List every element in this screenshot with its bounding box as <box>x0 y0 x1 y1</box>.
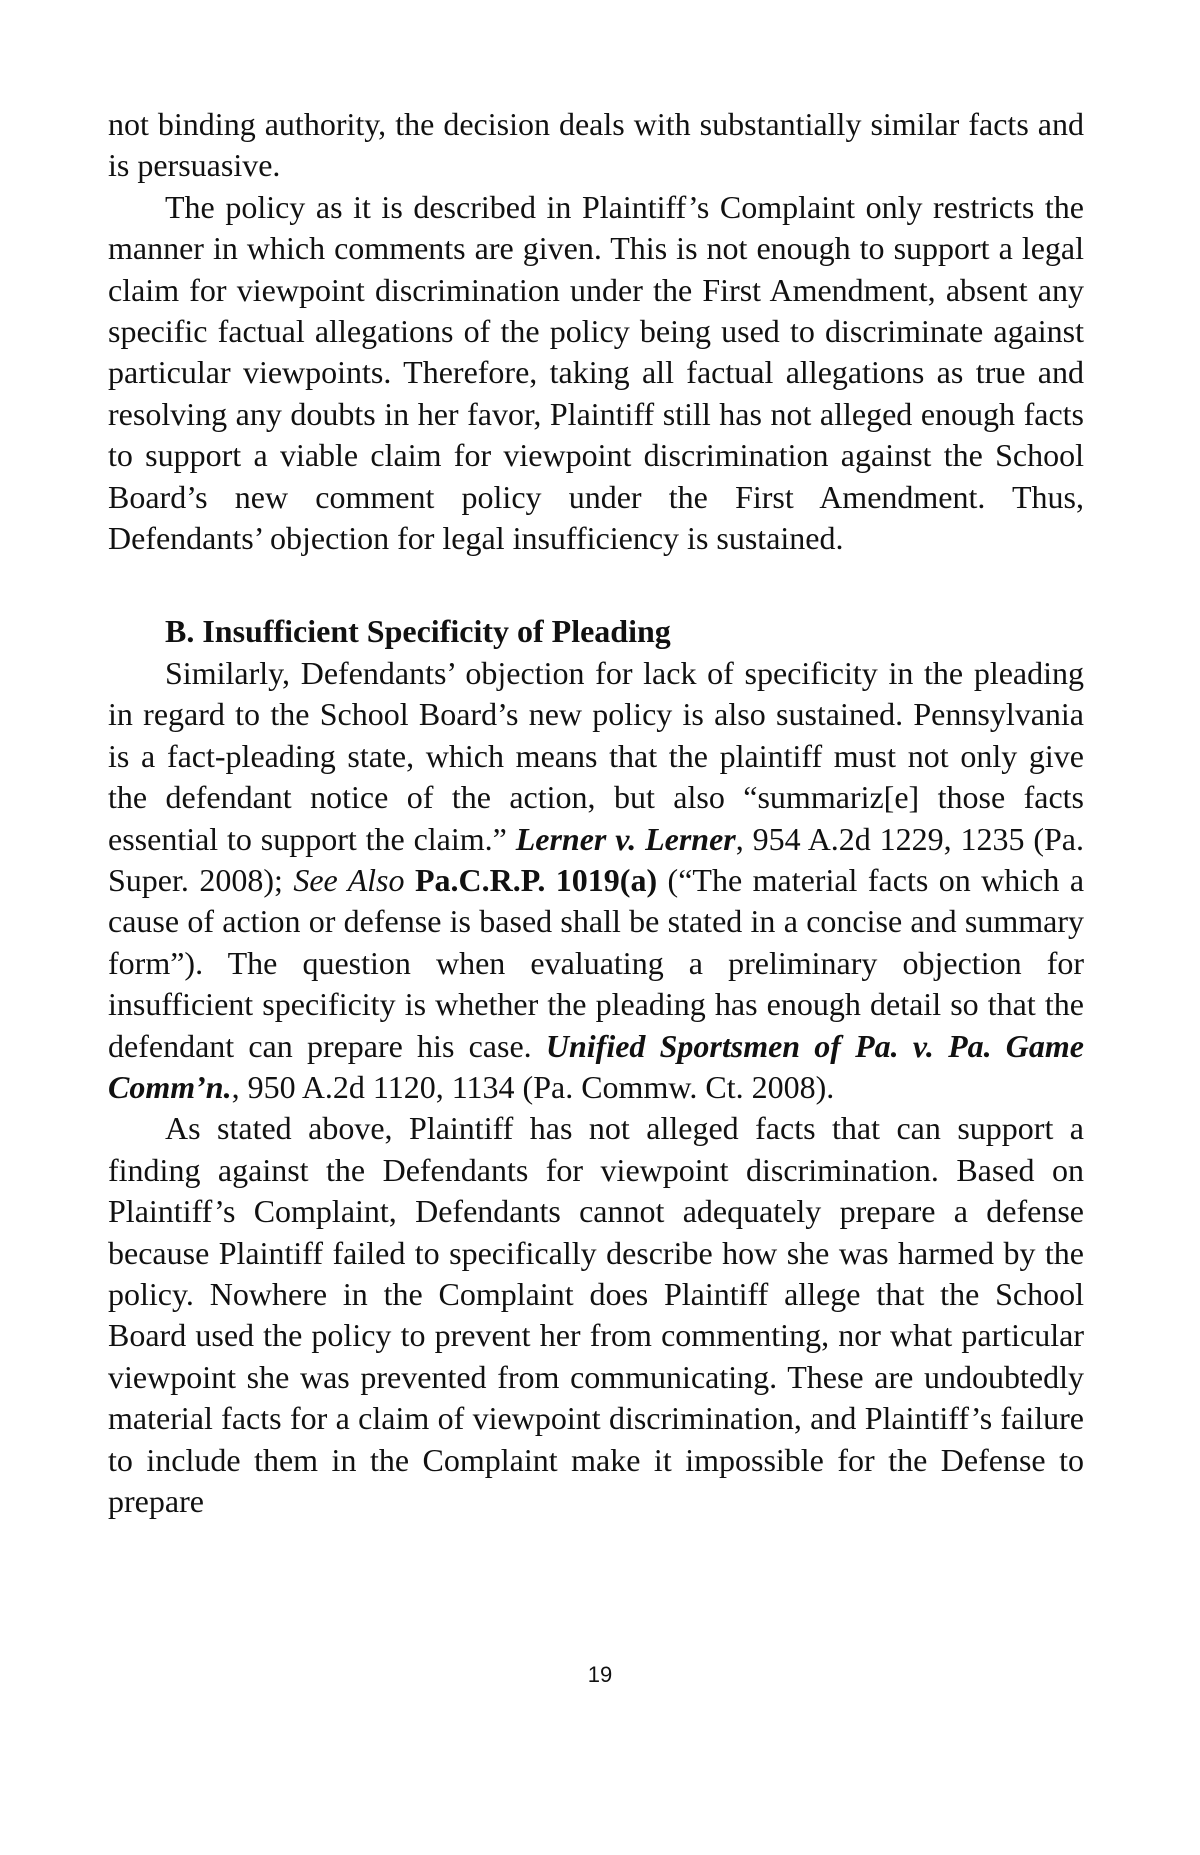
section-heading: B. Insufficient Specificity of Pleading <box>165 613 671 650</box>
section-gap <box>108 559 1084 611</box>
case-citation-unified-sportsmen: Unified Sportsmen of Pa. v. Pa. Game Comm’n. <box>108 1027 1085 1105</box>
paragraph-conclusion: As stated above, Plaintiff has not alleged facts that can support a finding against the Defendants for viewpoint discrimination. Based on Plaintiff’s Complaint, Defendants cannot adequately prepare a defense because Plaintiff failed to specifically describe how she was harmed by the policy. Nowhere in the Complaint does Plaintiff allege that the School Board used the policy to prevent her from commenting, nor what particular viewpoint she was prevented from communicating. These are undoubtedly material facts for a claim of viewpoint discrimination, and Plaintiff’s failure to include them in the Complaint make it impossible for the Defense to prepare <box>108 1110 1084 1519</box>
paragraph-policy-analysis: The policy as it is described in Plaintiff’s Complaint only restricts the manner in which comments are given. This is not enough to support a legal claim for viewpoint discrimination under the First Amendment, absent any specific factual allegations of the policy being used to discriminate against particular viewpoints. Therefore, taking all factual allegations as true and resolving any doubts in her favor, Plaintiff still has not alleged enough facts to support a viable claim for viewpoint discrimination against the School Board’s new comment policy under the First Amendment. Thus, Defendants’ objection for legal insufficiency is sustained. <box>108 188 1084 557</box>
paragraph-continuation: not binding authority, the decision deals with substantially similar facts and is persuasive. <box>108 106 1084 184</box>
document-body <box>108 104 1084 1522</box>
text-run <box>405 862 415 898</box>
page-number: 19 <box>587 1662 613 1687</box>
text-run: Similarly, Defendants’ objection for lack of specificity in the pleading in regard to the School Board’s new policy is also sustained. Pennsylvania is a fact-pleading state, which means that the plaintiff must not only give the defendant notice of the action, but also “summariz[e] those facts essential to support the claim.” <box>108 654 1084 857</box>
text-run: , 950 A.2d 1120, 1134 (Pa. Commw. Ct. 2008). <box>231 1068 835 1105</box>
text-run: (“The material facts on which a cause of action or defense is based shall be stated in a concise and summary form”). The question when evaluating a preliminary objection for insufficient specificity is whether the pleading has enough detail so that the defendant can prepare his case. <box>108 861 1085 1064</box>
signal-see-also: See Also <box>293 861 405 898</box>
text-run: , 954 A.2d 1229, 1235 (Pa. Super. 2008); <box>108 820 1085 898</box>
paragraph-specificity <box>108 653 1084 1108</box>
case-citation-lerner: Lerner v. Lerner <box>515 820 736 857</box>
rule-citation: Pa.C.R.P. 1019(a) <box>414 861 658 898</box>
